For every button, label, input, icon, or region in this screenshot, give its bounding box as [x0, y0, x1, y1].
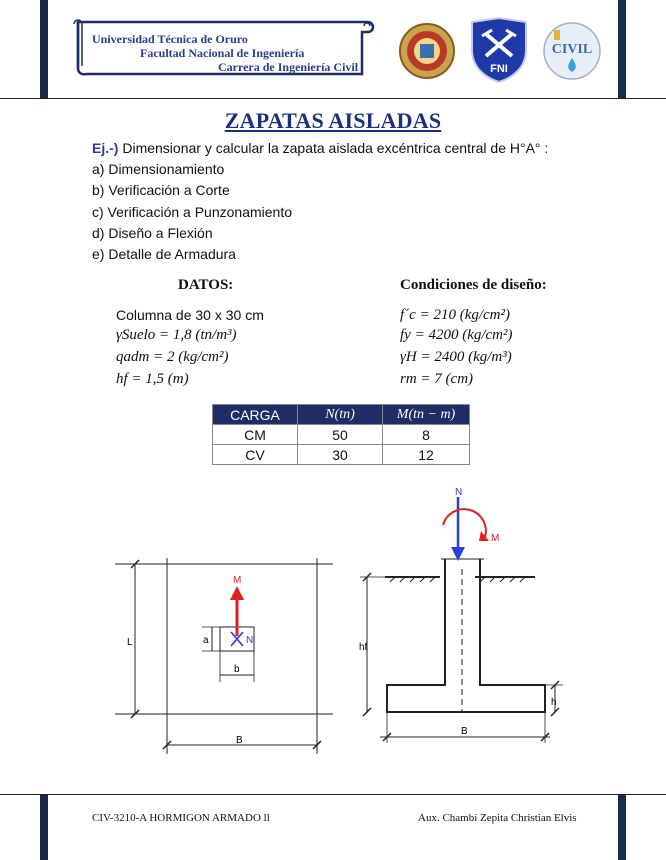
exercise-statement [92, 140, 548, 156]
career-name: Carrera de Ingeniería Civil [218, 60, 359, 74]
concrete-unit-weight: γH = 2400 (kg/m³) [400, 349, 512, 365]
task-item: d) Diseño a Flexión [92, 225, 213, 241]
table-cell: 12 [383, 445, 470, 465]
svg-text:B: B [236, 735, 243, 746]
task-item: a) Dimensionamiento [92, 161, 225, 177]
steel-yield: fy = 4200 (kg/cm²) [400, 327, 513, 343]
svg-text:b: b [234, 664, 240, 675]
task-item: e) Detalle de Armadura [92, 246, 236, 262]
svg-text:N: N [455, 487, 463, 498]
datos-heading: DATOS: [178, 277, 234, 293]
svg-text:CIVIL: CIVIL [551, 42, 593, 57]
footer-rule [0, 794, 666, 795]
concrete-strength: f´c = 210 (kg/cm²) [400, 307, 510, 323]
load-table [212, 404, 470, 465]
svg-text:hf: hf [359, 642, 368, 653]
table-row [213, 425, 470, 445]
allowable-pressure: qadm = 2 (kg/cm²) [116, 349, 229, 365]
svg-text:M: M [491, 533, 500, 544]
table-cell: 8 [383, 425, 470, 445]
fni-shield-logo [468, 16, 530, 84]
frame-bar-top-left [40, 0, 48, 98]
university-seal-logo [398, 22, 456, 80]
col-header-carga: CARGA [213, 405, 298, 425]
conditions-heading: Condiciones de diseño: [400, 277, 547, 293]
table-row [213, 445, 470, 465]
svg-text:FNI: FNI [490, 63, 508, 75]
footing-section-view [345, 485, 575, 745]
table-cell: CV [213, 445, 298, 465]
table-cell: CM [213, 425, 298, 445]
page-title: ZAPATAS AISLADAS [224, 108, 442, 133]
foundation-depth: hf = 1,5 (m) [116, 371, 189, 387]
column-size: Columna de 30 x 30 cm [116, 307, 264, 323]
col-header-m: M(tn − m) [383, 405, 470, 425]
table-cell: 30 [298, 445, 383, 465]
load-table-header [213, 405, 470, 425]
soil-unit-weight: γSuelo = 1,8 (tn/m³) [116, 327, 237, 343]
svg-text:a: a [203, 635, 209, 646]
footer-author: Aux. Chambi Zepita Christian Elvis [418, 812, 577, 824]
exercise-label: Ej.-) [92, 140, 119, 156]
svg-text:h: h [551, 697, 557, 708]
frame-bar-bottom-right [618, 794, 626, 860]
header-rule [0, 98, 666, 99]
svg-text:N: N [246, 635, 254, 646]
concrete-cover: rm = 7 (cm) [400, 371, 474, 387]
svg-text:M: M [233, 575, 242, 586]
frame-bar-bottom-left [40, 794, 48, 860]
faculty-name: Facultad Nacional de Ingeniería [140, 46, 305, 60]
civil-logo [540, 20, 604, 82]
svg-text:B: B [461, 726, 468, 737]
col-header-n: N(tn) [298, 405, 383, 425]
frame-bar-top-right [618, 0, 626, 98]
university-name: Universidad Técnica de Oruro [92, 32, 248, 46]
task-item: c) Verificación a Punzonamiento [92, 204, 292, 220]
table-cell: 50 [298, 425, 383, 445]
footer-course: CIV-3210-A HORMIGON ARMADO ll [92, 812, 270, 824]
footing-plan-view [115, 550, 340, 765]
exercise-text: Dimensionar y calcular la zapata aislada excéntrica central de H°A° : [118, 140, 549, 156]
svg-text:L: L [127, 637, 133, 648]
task-item: b) Verificación a Corte [92, 182, 230, 198]
